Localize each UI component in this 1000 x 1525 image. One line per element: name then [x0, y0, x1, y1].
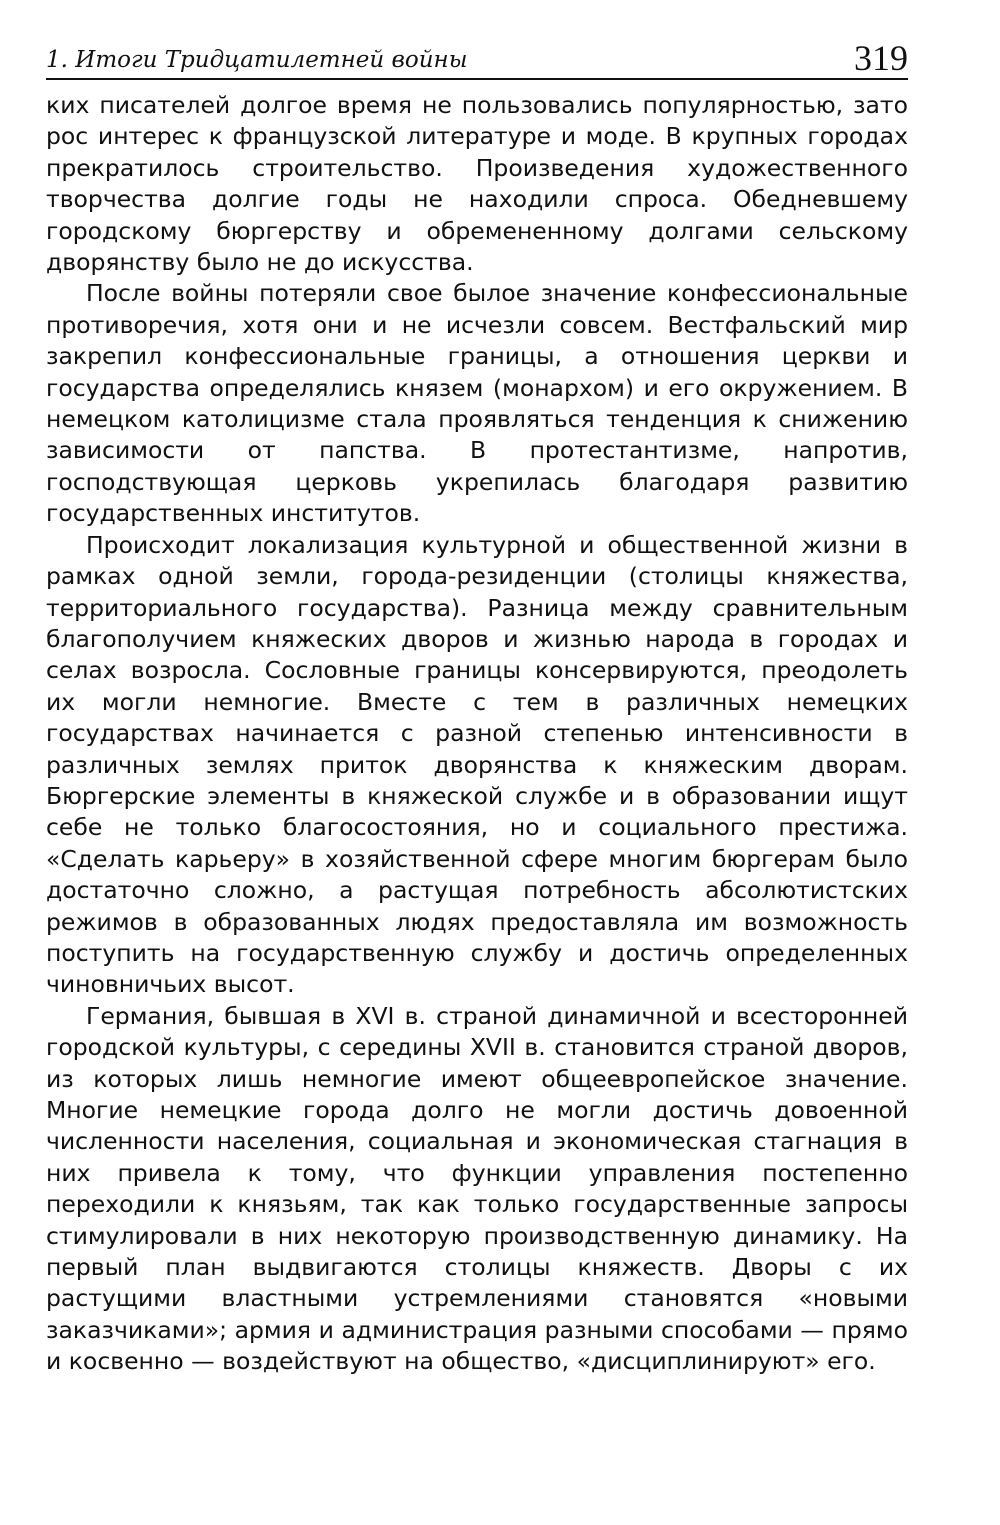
paragraph: После войны потеряли свое былое значение конфессиональные противоречия, хотя они и не исчезли совсем. Вестфальский мир закрепил конфессиональные границы, а отношения церкви и государства определялись князем (монархом) и его окружением. В немецком католицизме стала проявляться тенденция к снижению зависимости от папства. В протестантизме, напротив, господствующая церковь укрепилась благодаря развитию государственных институтов.: [46, 279, 908, 528]
paragraph: Происходит локализация культурной и общественной жизни в рамках одной земли, города-резиденции (столицы княжества, территориального государства). Разница между сравнительным благополучием княжеских дворов и жизнью народа в городах и селах возросла. Сословные границы консервируются, преодолеть их могли немногие. Вместе с тем в различных немецких государствах начинается с разной степенью интенсивности в различных землях приток дворянства к княжеским дворам. Бюргерские элементы в княжеской службе и в образовании ищут себе не только благосостояния, но и социального престижа. «Сделать карьеру» в хозяйственной сфере многим бюргерам было достаточно сложно, а растущая потребность абсолютистских режимов в образованных людях предоставляла им возможность поступить на государственную службу и достичь определенных чиновничьих высот.: [46, 530, 908, 999]
running-header: [46, 28, 908, 80]
section-title: 1. Итоги Тридцатилетней войны: [46, 47, 468, 73]
body-text: [46, 90, 908, 1378]
book-page: [46, 28, 908, 1378]
paragraph-continued: ких писателей долгое время не пользовались популярностью, зато рос интерес к французской литературе и моде. В крупных городах прекратилось строительство. Произведения художественного творчества долгие годы не находили спроса. Обедневшему городскому бюргерству и обремененному долгами сельскому дворянству было не до искусства.: [46, 91, 908, 277]
paragraph: Германия, бывшая в XVI в. страной динамичной и всесторонней городской культуры, с середины XVII в. становится страной дворов, из которых лишь немногие имеют общеевропейское значение. Многие немецкие города долго не могли достичь довоенной численности населения, социальная и экономическая стагнация в них привела к тому, что функции управления постепенно переходили к князьям, так как только государственные запросы стимулировали в них некоторую производственную динамику. На первый план выдвигаются столицы княжеств. Дворы с их растущими властными устремлениями становятся «новыми заказчиками»; армия и администрация разными способами — прямо и косвенно — воздействуют на общество, «дисциплинируют» его.: [46, 1001, 908, 1376]
page-number: 319: [854, 38, 908, 78]
